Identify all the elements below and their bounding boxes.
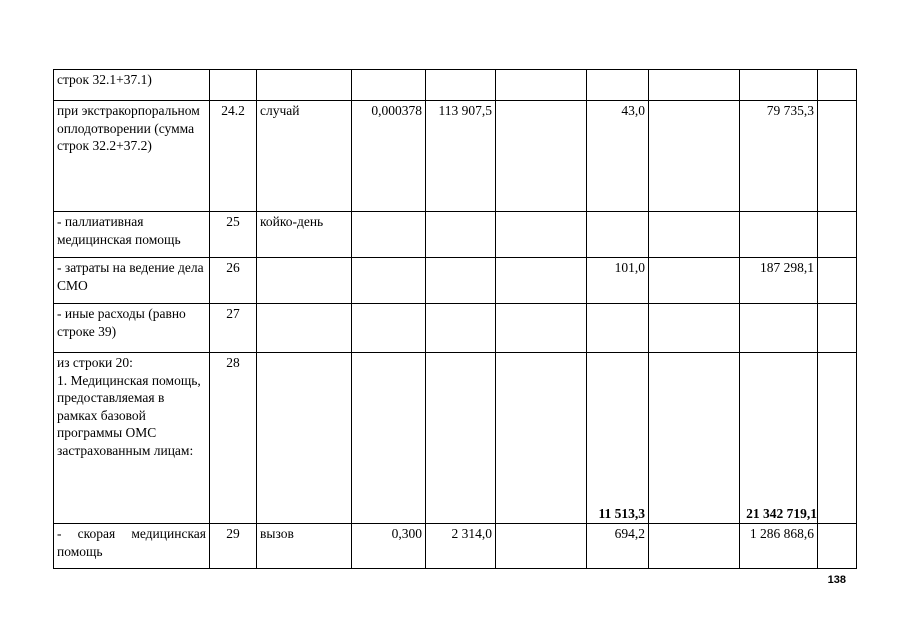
row-name-cell: - паллиативная медицинская помощь: [54, 212, 210, 258]
page-number: 138: [827, 574, 846, 586]
cost-cell: [426, 353, 496, 524]
unit-cell: [257, 353, 352, 524]
norm-cell: 0,000378: [352, 101, 426, 212]
row-name-cell: строк 32.1+37.1): [54, 70, 210, 101]
value-cell: [818, 353, 857, 524]
value-cell: 187 298,1: [740, 258, 818, 304]
value-cell: [587, 70, 649, 101]
data-table: [53, 69, 857, 569]
norm-cell: [352, 304, 426, 353]
cost-cell: [426, 258, 496, 304]
unit-cell: [257, 258, 352, 304]
value-cell: 79 735,3: [740, 101, 818, 212]
value-cell: 694,2: [587, 524, 649, 569]
cost-cell: 2 314,0: [426, 524, 496, 569]
norm-cell: [352, 70, 426, 101]
value-cell: 43,0: [587, 101, 649, 212]
norm-cell: [352, 258, 426, 304]
value-cell: [818, 304, 857, 353]
row-number-cell: 29: [210, 524, 257, 569]
value-cell: [649, 258, 740, 304]
norm-cell: 0,300: [352, 524, 426, 569]
value-cell: [496, 304, 587, 353]
value-cell: [740, 70, 818, 101]
table-row: [54, 304, 857, 353]
row-number-cell: 28: [210, 353, 257, 524]
value-cell: [740, 212, 818, 258]
value-cell: [496, 353, 587, 524]
value-cell: 21 342 719,1: [740, 353, 818, 524]
row-number-cell: 25: [210, 212, 257, 258]
value-cell: [649, 304, 740, 353]
table-row: [54, 212, 857, 258]
value-cell: [649, 524, 740, 569]
cost-cell: [426, 304, 496, 353]
norm-cell: [352, 353, 426, 524]
row-name-cell: - затраты на ведение дела СМО: [54, 258, 210, 304]
value-cell: 101,0: [587, 258, 649, 304]
row-number-cell: 26: [210, 258, 257, 304]
value-cell: [740, 304, 818, 353]
value-cell: [496, 101, 587, 212]
cost-cell: [426, 212, 496, 258]
value-cell: [818, 101, 857, 212]
unit-cell: вызов: [257, 524, 352, 569]
table-row: [54, 101, 857, 212]
value-cell: [587, 212, 649, 258]
value-cell: [818, 70, 857, 101]
row-name-cell: - иные расходы (равно строке 39): [54, 304, 210, 353]
value-cell: [496, 70, 587, 101]
row-name-cell: при экстракорпоральном оплодотворении (сумма строк 32.2+37.2): [54, 101, 210, 212]
unit-cell: [257, 304, 352, 353]
unit-cell: [257, 70, 352, 101]
row-name-cell: - скорая медицинская помощь: [54, 524, 210, 569]
value-cell: [649, 101, 740, 212]
value-cell: [649, 353, 740, 524]
unit-cell: случай: [257, 101, 352, 212]
row-name-cell: из строки 20: 1. Медицинская помощь, предоставляемая в рамках базовой программы ОМС застрахованным лицам:: [54, 353, 210, 524]
value-cell: [496, 524, 587, 569]
value-cell: [649, 212, 740, 258]
cost-cell: [426, 70, 496, 101]
value-cell: 11 513,3: [587, 353, 649, 524]
row-number-cell: 27: [210, 304, 257, 353]
table-row: [54, 258, 857, 304]
value-cell: [496, 212, 587, 258]
value-cell: [818, 258, 857, 304]
value-cell: [587, 304, 649, 353]
table-row: [54, 70, 857, 101]
value-cell: [649, 70, 740, 101]
row-number-cell: 24.2: [210, 101, 257, 212]
norm-cell: [352, 212, 426, 258]
unit-cell: койко-день: [257, 212, 352, 258]
row-number-cell: [210, 70, 257, 101]
value-cell: [818, 212, 857, 258]
value-cell: [496, 258, 587, 304]
table-row: [54, 353, 857, 524]
cost-cell: 113 907,5: [426, 101, 496, 212]
table-row: [54, 524, 857, 569]
value-cell: [818, 524, 857, 569]
value-cell: 1 286 868,6: [740, 524, 818, 569]
